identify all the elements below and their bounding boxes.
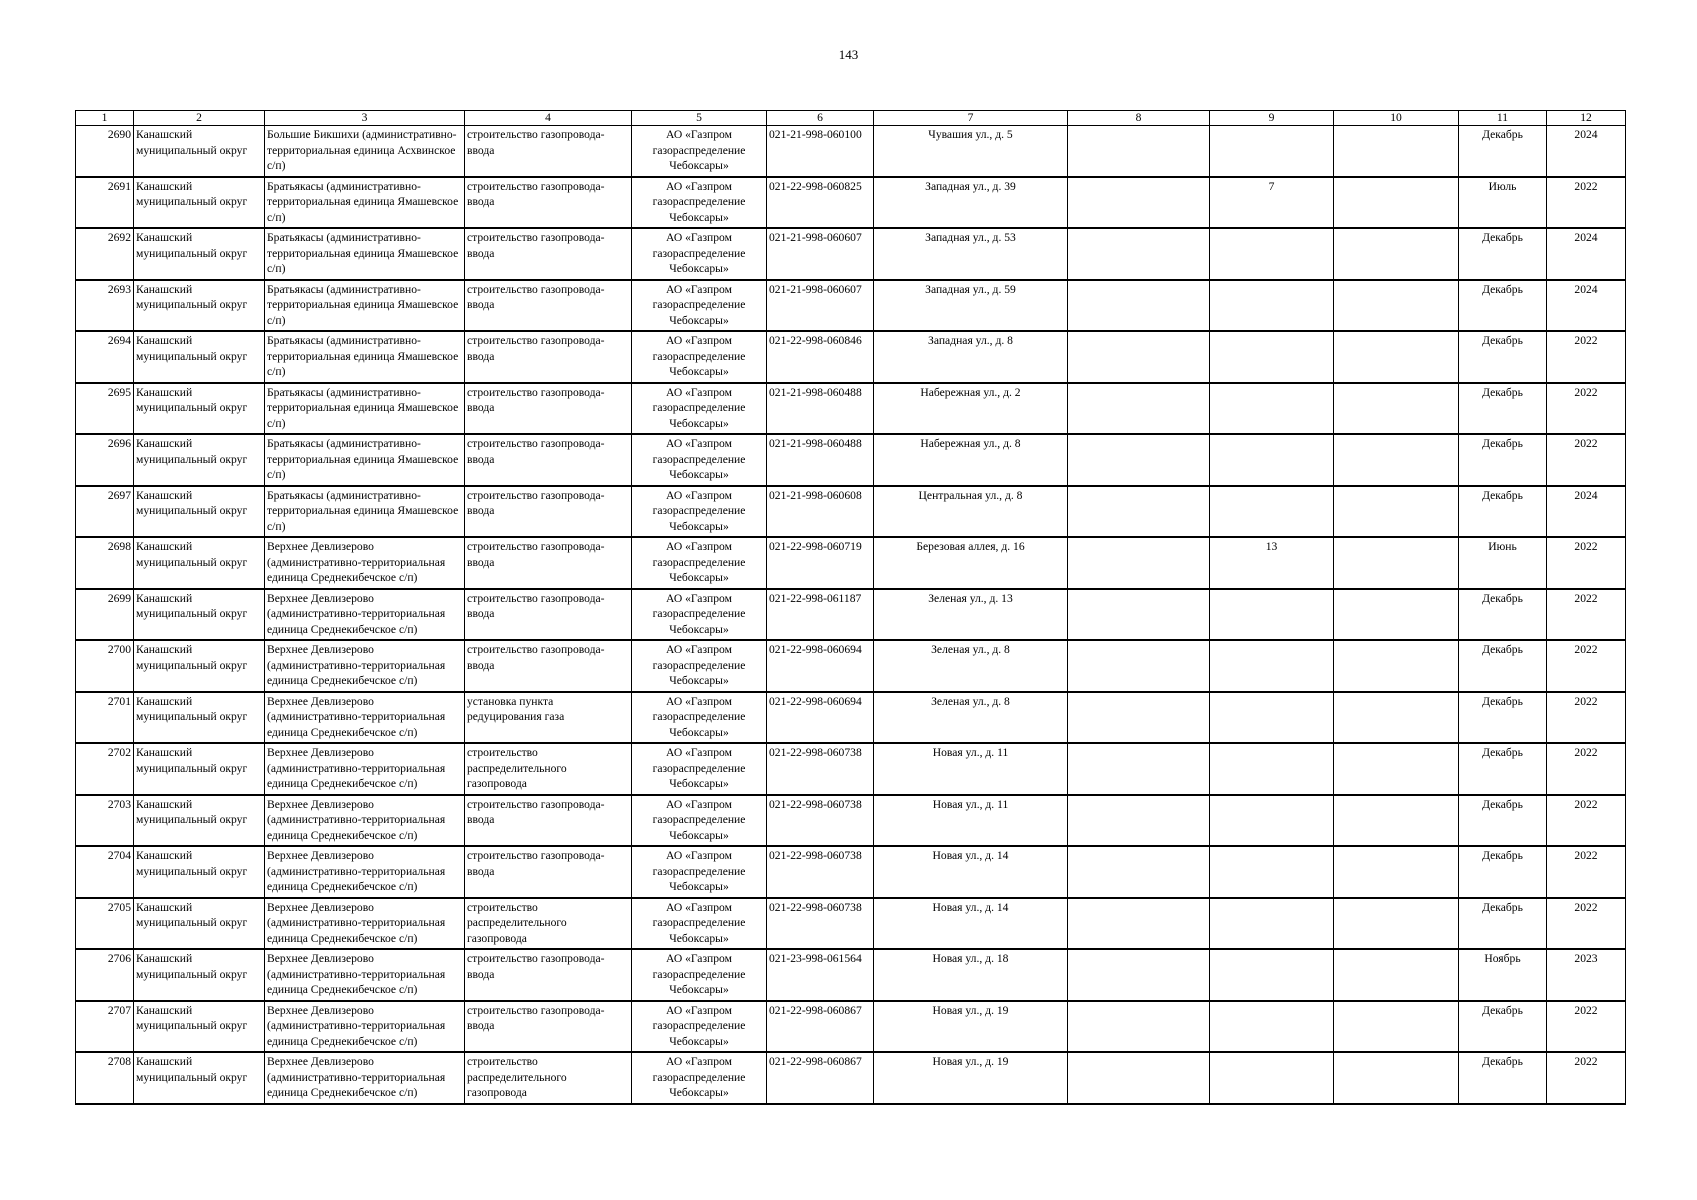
table-row	[76, 537, 1626, 589]
column-10-cell	[1334, 331, 1459, 383]
address-cell: Новая ул., д. 19	[874, 1052, 1068, 1104]
month-cell: Декабрь	[1459, 280, 1547, 332]
address-cell: Западная ул., д. 8	[874, 331, 1068, 383]
work-type-cell: строительство газопровода-ввода	[465, 280, 632, 332]
application-code-cell: 021-23-998-061564	[767, 949, 874, 1001]
column-8-cell	[1068, 126, 1210, 177]
table-row	[76, 228, 1626, 280]
year-cell: 2024	[1547, 228, 1626, 280]
row-number: 2703	[76, 795, 134, 847]
column-header-11: 11	[1459, 111, 1547, 126]
table-row	[76, 589, 1626, 641]
column-10-cell	[1334, 589, 1459, 641]
work-type-cell: строительство газопровода-ввода	[465, 640, 632, 692]
month-cell: Декабрь	[1459, 126, 1547, 177]
organization-cell: АО «Газпром газораспределение Чебоксары»	[632, 949, 767, 1001]
application-code-cell: 021-22-998-060694	[767, 640, 874, 692]
column-9-cell	[1210, 692, 1334, 744]
table-row	[76, 383, 1626, 435]
locality-cell: Верхнее Девлизерово (административно-территориальная единица Среднекибечское с/п)	[265, 949, 465, 1001]
year-cell: 2022	[1547, 795, 1626, 847]
work-type-cell: строительство газопровода-ввода	[465, 1001, 632, 1053]
column-9-cell	[1210, 331, 1334, 383]
work-type-cell: строительство газопровода-ввода	[465, 228, 632, 280]
column-8-cell	[1068, 640, 1210, 692]
month-cell: Декабрь	[1459, 1001, 1547, 1053]
district-cell: Канашский муниципальный округ	[134, 640, 265, 692]
column-8-cell	[1068, 383, 1210, 435]
work-type-cell: строительство газопровода-ввода	[465, 331, 632, 383]
column-10-cell	[1334, 434, 1459, 486]
column-header-6: 6	[767, 111, 874, 126]
address-cell: Новая ул., д. 14	[874, 898, 1068, 950]
column-8-cell	[1068, 795, 1210, 847]
table-row	[76, 280, 1626, 332]
month-cell: Декабрь	[1459, 331, 1547, 383]
month-cell: Июль	[1459, 177, 1547, 229]
year-cell: 2022	[1547, 331, 1626, 383]
table-row	[76, 177, 1626, 229]
district-cell: Канашский муниципальный округ	[134, 383, 265, 435]
district-cell: Канашский муниципальный округ	[134, 177, 265, 229]
year-cell: 2022	[1547, 589, 1626, 641]
column-10-cell	[1334, 898, 1459, 950]
month-cell: Декабрь	[1459, 434, 1547, 486]
column-10-cell	[1334, 383, 1459, 435]
column-10-cell	[1334, 126, 1459, 177]
organization-cell: АО «Газпром газораспределение Чебоксары»	[632, 898, 767, 950]
column-10-cell	[1334, 846, 1459, 898]
row-number: 2693	[76, 280, 134, 332]
column-8-cell	[1068, 177, 1210, 229]
column-8-cell	[1068, 898, 1210, 950]
column-header-7: 7	[874, 111, 1068, 126]
table-row	[76, 486, 1626, 538]
year-cell: 2022	[1547, 640, 1626, 692]
column-8-cell	[1068, 1052, 1210, 1104]
district-cell: Канашский муниципальный округ	[134, 228, 265, 280]
organization-cell: АО «Газпром газораспределение Чебоксары»	[632, 383, 767, 435]
row-number: 2690	[76, 126, 134, 177]
organization-cell: АО «Газпром газораспределение Чебоксары»	[632, 280, 767, 332]
work-type-cell: строительство газопровода-ввода	[465, 126, 632, 177]
table-row	[76, 1052, 1626, 1104]
column-9-cell	[1210, 898, 1334, 950]
district-cell: Канашский муниципальный округ	[134, 949, 265, 1001]
table-row	[76, 331, 1626, 383]
locality-cell: Братьякасы (административно-территориальная единица Ямашевское с/п)	[265, 434, 465, 486]
column-10-cell	[1334, 486, 1459, 538]
month-cell: Июнь	[1459, 537, 1547, 589]
organization-cell: АО «Газпром газораспределение Чебоксары»	[632, 846, 767, 898]
column-header-5: 5	[632, 111, 767, 126]
column-8-cell	[1068, 743, 1210, 795]
row-number: 2708	[76, 1052, 134, 1104]
row-number: 2695	[76, 383, 134, 435]
column-header-8: 8	[1068, 111, 1210, 126]
column-header-row	[76, 111, 1626, 126]
application-code-cell: 021-21-998-060608	[767, 486, 874, 538]
year-cell: 2022	[1547, 177, 1626, 229]
column-9-cell	[1210, 126, 1334, 177]
organization-cell: АО «Газпром газораспределение Чебоксары»	[632, 434, 767, 486]
row-number: 2698	[76, 537, 134, 589]
application-code-cell: 021-22-998-060719	[767, 537, 874, 589]
application-code-cell: 021-22-998-060694	[767, 692, 874, 744]
work-type-cell: строительство распределительного газопровода	[465, 898, 632, 950]
district-cell: Канашский муниципальный округ	[134, 692, 265, 744]
organization-cell: АО «Газпром газораспределение Чебоксары»	[632, 1052, 767, 1104]
locality-cell: Братьякасы (административно-территориальная единица Ямашевское с/п)	[265, 331, 465, 383]
month-cell: Декабрь	[1459, 383, 1547, 435]
district-cell: Канашский муниципальный округ	[134, 1052, 265, 1104]
month-cell: Декабрь	[1459, 846, 1547, 898]
column-10-cell	[1334, 228, 1459, 280]
year-cell: 2023	[1547, 949, 1626, 1001]
row-number: 2700	[76, 640, 134, 692]
column-header-12: 12	[1547, 111, 1626, 126]
month-cell: Декабрь	[1459, 640, 1547, 692]
table-row	[76, 434, 1626, 486]
locality-cell: Братьякасы (административно-территориальная единица Ямашевское с/п)	[265, 383, 465, 435]
column-9-cell	[1210, 795, 1334, 847]
row-number: 2702	[76, 743, 134, 795]
row-number: 2707	[76, 1001, 134, 1053]
column-9-cell: 7	[1210, 177, 1334, 229]
column-8-cell	[1068, 537, 1210, 589]
district-cell: Канашский муниципальный округ	[134, 280, 265, 332]
column-10-cell	[1334, 949, 1459, 1001]
address-cell: Новая ул., д. 19	[874, 1001, 1068, 1053]
month-cell: Декабрь	[1459, 743, 1547, 795]
table-row	[76, 846, 1626, 898]
column-9-cell	[1210, 383, 1334, 435]
application-code-cell: 021-22-998-061187	[767, 589, 874, 641]
column-10-cell	[1334, 177, 1459, 229]
column-8-cell	[1068, 331, 1210, 383]
application-code-cell: 021-22-998-060825	[767, 177, 874, 229]
locality-cell: Верхнее Девлизерово (административно-территориальная единица Среднекибечское с/п)	[265, 640, 465, 692]
table-body	[76, 126, 1626, 1104]
organization-cell: АО «Газпром газораспределение Чебоксары»	[632, 640, 767, 692]
column-9-cell	[1210, 1052, 1334, 1104]
column-header-10: 10	[1334, 111, 1459, 126]
month-cell: Декабрь	[1459, 692, 1547, 744]
work-type-cell: строительство газопровода-ввода	[465, 434, 632, 486]
application-code-cell: 021-21-998-060488	[767, 434, 874, 486]
column-8-cell	[1068, 949, 1210, 1001]
column-10-cell	[1334, 280, 1459, 332]
column-9-cell	[1210, 949, 1334, 1001]
work-type-cell: установка пункта редуцирования газа	[465, 692, 632, 744]
locality-cell: Братьякасы (административно-территориальная единица Ямашевское с/п)	[265, 280, 465, 332]
work-type-cell: строительство газопровода-ввода	[465, 589, 632, 641]
column-9-cell	[1210, 280, 1334, 332]
month-cell: Декабрь	[1459, 795, 1547, 847]
row-number: 2694	[76, 331, 134, 383]
application-code-cell: 021-22-998-060738	[767, 795, 874, 847]
organization-cell: АО «Газпром газораспределение Чебоксары»	[632, 537, 767, 589]
column-10-cell	[1334, 795, 1459, 847]
address-cell: Западная ул., д. 39	[874, 177, 1068, 229]
year-cell: 2022	[1547, 383, 1626, 435]
work-type-cell: строительство распределительного газопровода	[465, 1052, 632, 1104]
work-type-cell: строительство газопровода-ввода	[465, 949, 632, 1001]
row-number: 2705	[76, 898, 134, 950]
column-header-4: 4	[465, 111, 632, 126]
organization-cell: АО «Газпром газораспределение Чебоксары»	[632, 743, 767, 795]
district-cell: Канашский муниципальный округ	[134, 589, 265, 641]
address-cell: Новая ул., д. 11	[874, 743, 1068, 795]
application-code-cell: 021-22-998-060738	[767, 743, 874, 795]
row-number: 2699	[76, 589, 134, 641]
column-8-cell	[1068, 280, 1210, 332]
district-cell: Канашский муниципальный округ	[134, 846, 265, 898]
district-cell: Канашский муниципальный округ	[134, 331, 265, 383]
column-8-cell	[1068, 846, 1210, 898]
month-cell: Декабрь	[1459, 228, 1547, 280]
locality-cell: Большие Бикшихи (административно-территориальная единица Асхвинское с/п)	[265, 126, 465, 177]
organization-cell: АО «Газпром газораспределение Чебоксары»	[632, 126, 767, 177]
column-header-1: 1	[76, 111, 134, 126]
row-number: 2701	[76, 692, 134, 744]
address-cell: Зеленая ул., д. 13	[874, 589, 1068, 641]
organization-cell: АО «Газпром газораспределение Чебоксары»	[632, 486, 767, 538]
address-cell: Новая ул., д. 11	[874, 795, 1068, 847]
organization-cell: АО «Газпром газораспределение Чебоксары»	[632, 331, 767, 383]
application-code-cell: 021-22-998-060867	[767, 1001, 874, 1053]
column-10-cell	[1334, 743, 1459, 795]
row-number: 2704	[76, 846, 134, 898]
year-cell: 2024	[1547, 126, 1626, 177]
district-cell: Канашский муниципальный округ	[134, 1001, 265, 1053]
district-cell: Канашский муниципальный округ	[134, 486, 265, 538]
organization-cell: АО «Газпром газораспределение Чебоксары»	[632, 177, 767, 229]
organization-cell: АО «Газпром газораспределение Чебоксары»	[632, 228, 767, 280]
locality-cell: Верхнее Девлизерово (административно-территориальная единица Среднекибечское с/п)	[265, 795, 465, 847]
month-cell: Декабрь	[1459, 1052, 1547, 1104]
application-code-cell: 021-21-998-060100	[767, 126, 874, 177]
organization-cell: АО «Газпром газораспределение Чебоксары»	[632, 589, 767, 641]
table-row	[76, 126, 1626, 177]
address-cell: Новая ул., д. 14	[874, 846, 1068, 898]
year-cell: 2022	[1547, 1001, 1626, 1053]
row-number: 2696	[76, 434, 134, 486]
row-number: 2697	[76, 486, 134, 538]
locality-cell: Верхнее Девлизерово (административно-территориальная единица Среднекибечское с/п)	[265, 1052, 465, 1104]
row-number: 2691	[76, 177, 134, 229]
column-9-cell	[1210, 640, 1334, 692]
column-9-cell	[1210, 434, 1334, 486]
year-cell: 2022	[1547, 692, 1626, 744]
address-cell: Чувашия ул., д. 5	[874, 126, 1068, 177]
table-row	[76, 1001, 1626, 1053]
column-9-cell	[1210, 1001, 1334, 1053]
district-cell: Канашский муниципальный округ	[134, 126, 265, 177]
application-code-cell: 021-21-998-060607	[767, 228, 874, 280]
locality-cell: Братьякасы (административно-территориальная единица Ямашевское с/п)	[265, 228, 465, 280]
table-row	[76, 795, 1626, 847]
column-header-2: 2	[134, 111, 265, 126]
column-10-cell	[1334, 1001, 1459, 1053]
table-row	[76, 949, 1626, 1001]
data-table	[75, 110, 1626, 1105]
work-type-cell: строительство газопровода-ввода	[465, 846, 632, 898]
application-code-cell: 021-22-998-060846	[767, 331, 874, 383]
year-cell: 2022	[1547, 898, 1626, 950]
month-cell: Декабрь	[1459, 898, 1547, 950]
column-9-cell	[1210, 486, 1334, 538]
address-cell: Центральная ул., д. 8	[874, 486, 1068, 538]
address-cell: Западная ул., д. 53	[874, 228, 1068, 280]
organization-cell: АО «Газпром газораспределение Чебоксары»	[632, 1001, 767, 1053]
work-type-cell: строительство распределительного газопровода	[465, 743, 632, 795]
column-8-cell	[1068, 692, 1210, 744]
address-cell: Зеленая ул., д. 8	[874, 640, 1068, 692]
application-code-cell: 021-22-998-060738	[767, 898, 874, 950]
column-10-cell	[1334, 537, 1459, 589]
year-cell: 2024	[1547, 486, 1626, 538]
locality-cell: Верхнее Девлизерово (административно-территориальная единица Среднекибечское с/п)	[265, 743, 465, 795]
work-type-cell: строительство газопровода-ввода	[465, 537, 632, 589]
district-cell: Канашский муниципальный округ	[134, 743, 265, 795]
district-cell: Канашский муниципальный округ	[134, 898, 265, 950]
column-9-cell	[1210, 228, 1334, 280]
locality-cell: Верхнее Девлизерово (административно-территориальная единица Среднекибечское с/п)	[265, 846, 465, 898]
year-cell: 2022	[1547, 1052, 1626, 1104]
column-9-cell	[1210, 589, 1334, 641]
column-header-3: 3	[265, 111, 465, 126]
column-10-cell	[1334, 1052, 1459, 1104]
year-cell: 2022	[1547, 537, 1626, 589]
work-type-cell: строительство газопровода-ввода	[465, 795, 632, 847]
year-cell: 2022	[1547, 434, 1626, 486]
locality-cell: Братьякасы (административно-территориальная единица Ямашевское с/п)	[265, 486, 465, 538]
column-10-cell	[1334, 692, 1459, 744]
column-10-cell	[1334, 640, 1459, 692]
column-9-cell	[1210, 846, 1334, 898]
application-code-cell: 021-21-998-060488	[767, 383, 874, 435]
application-code-cell: 021-22-998-060867	[767, 1052, 874, 1104]
work-type-cell: строительство газопровода-ввода	[465, 486, 632, 538]
locality-cell: Верхнее Девлизерово (административно-территориальная единица Среднекибечское с/п)	[265, 898, 465, 950]
locality-cell: Верхнее Девлизерово (административно-территориальная единица Среднекибечское с/п)	[265, 1001, 465, 1053]
row-number: 2706	[76, 949, 134, 1001]
application-code-cell: 021-22-998-060738	[767, 846, 874, 898]
column-8-cell	[1068, 486, 1210, 538]
column-9-cell: 13	[1210, 537, 1334, 589]
address-cell: Зеленая ул., д. 8	[874, 692, 1068, 744]
address-cell: Набережная ул., д. 2	[874, 383, 1068, 435]
locality-cell: Братьякасы (административно-территориальная единица Ямашевское с/п)	[265, 177, 465, 229]
organization-cell: АО «Газпром газораспределение Чебоксары»	[632, 692, 767, 744]
column-8-cell	[1068, 228, 1210, 280]
work-type-cell: строительство газопровода-ввода	[465, 177, 632, 229]
address-cell: Новая ул., д. 18	[874, 949, 1068, 1001]
month-cell: Декабрь	[1459, 486, 1547, 538]
work-type-cell: строительство газопровода-ввода	[465, 383, 632, 435]
row-number: 2692	[76, 228, 134, 280]
address-cell: Набережная ул., д. 8	[874, 434, 1068, 486]
page-number: 143	[838, 47, 859, 62]
district-cell: Канашский муниципальный округ	[134, 434, 265, 486]
column-8-cell	[1068, 589, 1210, 641]
organization-cell: АО «Газпром газораспределение Чебоксары»	[632, 795, 767, 847]
locality-cell: Верхнее Девлизерово (административно-территориальная единица Среднекибечское с/п)	[265, 692, 465, 744]
address-cell: Березовая аллея, д. 16	[874, 537, 1068, 589]
table-row	[76, 743, 1626, 795]
locality-cell: Верхнее Девлизерово (административно-территориальная единица Среднекибечское с/п)	[265, 589, 465, 641]
table-row	[76, 640, 1626, 692]
month-cell: Декабрь	[1459, 589, 1547, 641]
column-9-cell	[1210, 743, 1334, 795]
district-cell: Канашский муниципальный округ	[134, 537, 265, 589]
column-8-cell	[1068, 434, 1210, 486]
year-cell: 2024	[1547, 280, 1626, 332]
district-cell: Канашский муниципальный округ	[134, 795, 265, 847]
locality-cell: Верхнее Девлизерово (административно-территориальная единица Среднекибечское с/п)	[265, 537, 465, 589]
table-row	[76, 692, 1626, 744]
table-row	[76, 898, 1626, 950]
column-header-9: 9	[1210, 111, 1334, 126]
address-cell: Западная ул., д. 59	[874, 280, 1068, 332]
application-code-cell: 021-21-998-060607	[767, 280, 874, 332]
year-cell: 2022	[1547, 743, 1626, 795]
year-cell: 2022	[1547, 846, 1626, 898]
column-8-cell	[1068, 1001, 1210, 1053]
month-cell: Ноябрь	[1459, 949, 1547, 1001]
